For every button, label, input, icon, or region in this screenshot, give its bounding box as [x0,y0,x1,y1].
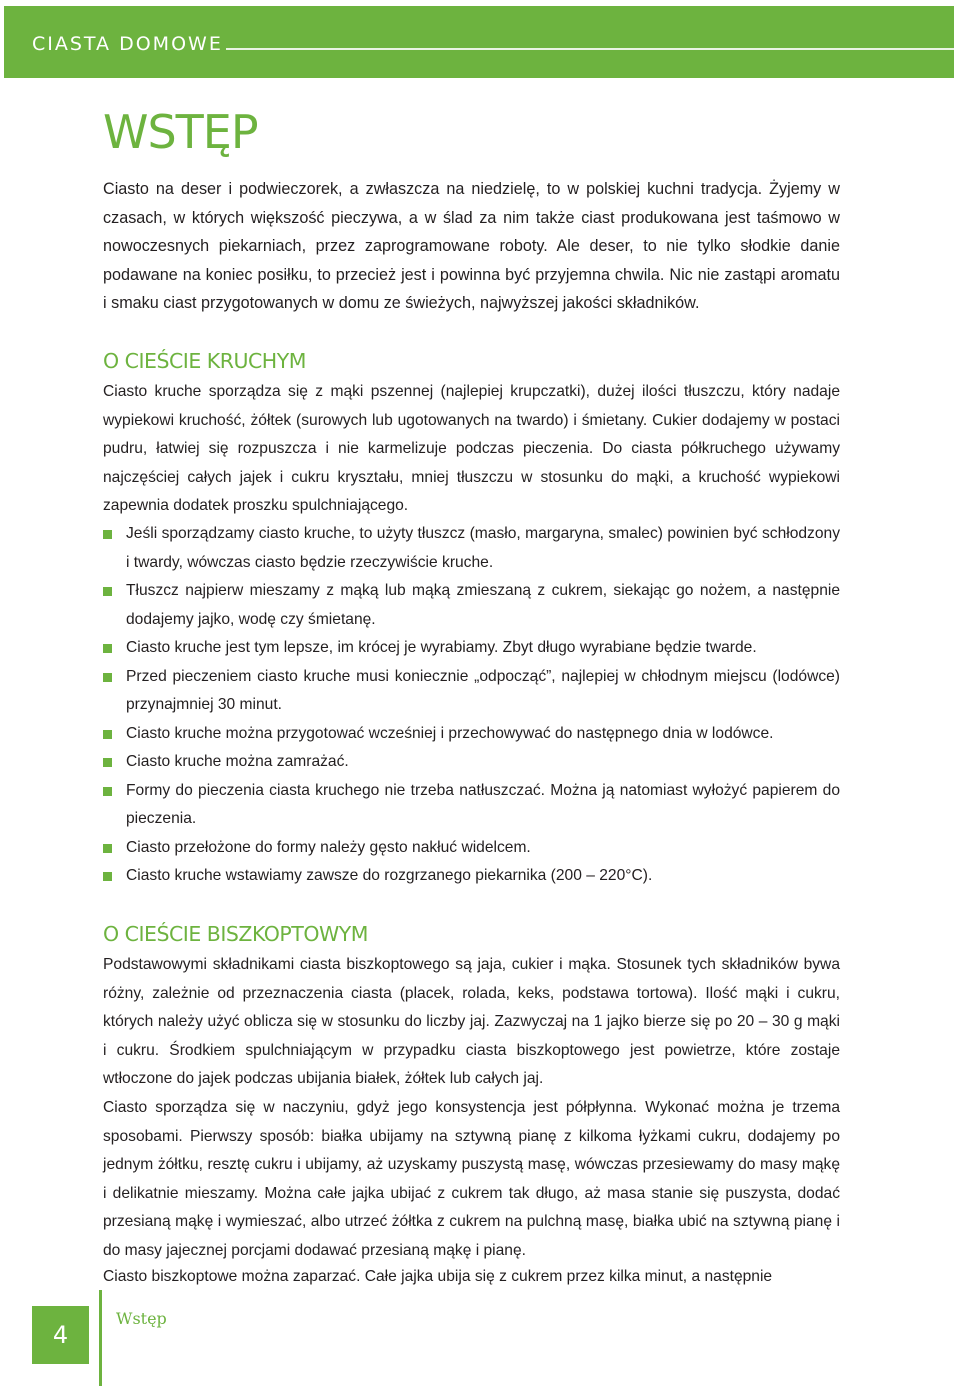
header-bar [4,6,954,78]
page-number: 4 [32,1306,89,1364]
list-item [103,862,840,891]
footer-divider [99,1290,102,1386]
list-item-text: Ciasto kruche można zamrażać. [126,753,349,770]
square-bullet-icon [103,673,112,682]
list-item-text: Ciasto kruche można przygotować wcześniej i przechowywać do następnego dnia w lodówce. [126,724,774,742]
intro-paragraph: Ciasto na deser i podwieczorek, a zwłaszcza na niedzielę, to w polskiej kuchni tradycja. Żyjemy w czasach, w których większość pieczywa, a w ślad za nim także ciast produkowana jest taśmowo w nowoczesnych piekarniach, przez zaprogramowane roboty. Ale deser, to nie tylko słodkie danie podawane na koniec posiłku, to przecież jest i powinna być przyjemna chwila. Nic nie zastąpi aromatu i smaku ciast przygotowanych w domu ze świeżych, najwyższej jakości składników. [103,180,840,313]
square-bullet-icon [103,872,112,881]
list-item-text: Ciasto kruche wstawiamy zawsze do rozgrzanego piekarnika (200 – 220°C). [126,867,653,884]
chapter-title: WSTĘP [103,105,258,159]
header-rule [226,48,954,50]
list-item [103,748,840,777]
biszkopt-paragraph-1: Podstawowymi składnikami ciasta biszkoptowego są jaja, cukier i mąka. Stosunek tych składników bywa różny, zależnie od przeznaczenia ciasta (placek, rolada, keks, podstawa tortowa). Ilość mąki i cukru, których należy użyć oblicza się w stosunku do liczby jaj. Zazwyczaj na 1 jajko bierze się po 20 – 30 g mąki i cukru. Środkiem spulchniającym w przypadku ciasta biszkoptowego jest powietrze, które zostaje wtłoczone do jajek podczas ubijania białek, żółtek lub całych jaj. [103,956,840,1088]
kruche-paragraph: Ciasto kruche sporządza się z mąki pszennej (najlepiej krupczatki), dużej ilości tłuszczu, który nadaje wypiekowi kruchość, żółtek (surowych lub ugotowanych na twardo) i śmietany. Cukier dodajemy w postaci pudru, łatwiej się rozpuszcza i nie karmelizuje podczas pieczenia. Do ciasta półkruchego używamy najczęściej całych jajek i cukru kryształu, mniej tłuszczu w stosunku do mąki, a kruchość wypiekowi zapewnia dodatek proszku spulchniającego. [103,383,840,515]
list-item-text: Ciasto przełożone do formy należy gęsto nakłuć widelcem. [126,838,531,856]
square-bullet-icon [103,787,112,796]
list-item-text: Tłuszcz najpierw mieszamy z mąką lub mąką zmieszaną z cukrem, siekając go nożem, a następnie dodajemy jajko, wodę czy śmietanę. [126,582,840,628]
list-item-text: Formy do pieczenia ciasta kruchego nie trzeba natłuszczać. Można ją natomiast wyłożyć papierem do pieczenia. [126,781,840,827]
square-bullet-icon [103,587,112,596]
list-item [103,720,840,749]
biszkopt-paragraph-3: Ciasto biszkoptowe można zaparzać. Całe jajka ubija się z cukrem przez kilka minut, a następnie [103,1268,773,1285]
footer-section-label: Wstęp [116,1309,167,1328]
list-item [103,634,840,663]
list-item-text: Ciasto kruche jest tym lepsze, im krócej je wyrabiamy. Zbyt długo wyrabiane będzie twarde. [126,639,757,656]
list-item [103,777,840,834]
square-bullet-icon [103,530,112,539]
section-heading-kruche: O CIEŚCIE KRUCHYM [103,349,306,373]
section-heading-biszkopt: O CIEŚCIE BISZKOPTOWYM [103,922,368,946]
list-item [103,520,840,577]
list-item-text: Przed pieczeniem ciasto kruche musi koniecznie „odpocząć”, najlepiej w chłodnym miejscu (lodówce) przynajmniej 30 minut. [126,667,840,713]
square-bullet-icon [103,730,112,739]
square-bullet-icon [103,758,112,767]
square-bullet-icon [103,644,112,653]
running-header-title: CIASTA DOMOWE [32,33,223,55]
list-item-text: Jeśli sporządzamy ciasto kruche, to użyty tłuszcz (masło, margaryna, smalec) powinien być schłodzony i twardy, wówczas ciasto będzie rzeczywiście kruche. [126,525,840,571]
list-item [103,577,840,634]
list-item [103,663,840,720]
biszkopt-paragraph-2: Ciasto sporządza się w naczyniu, gdyż jego konsystencja jest półpłynna. Wykonać można je trzema sposobami. Pierwszy sposób: białka ubijamy na sztywną pianę z kilkoma łyżkami cukru, dodajemy po jednym żółtku, resztę cukru i ubijamy, aż uzyskamy puszystą masę, wówczas przesiewamy do masy mąkę i delikatnie mieszamy. Można całe jajka ubijać z cukrem tak długo, aż masa stanie się puszysta, dodać przesianą mąkę i wymieszać, albo utrzeć żółtka z cukrem na pulchną masę, białka ubić na sztywną pianę i do masy jajecznej porcjami dodawać przesianą mąkę i pianę. [103,1099,840,1259]
square-bullet-icon [103,844,112,853]
kruche-tips-list [103,520,840,891]
list-item [103,834,840,863]
